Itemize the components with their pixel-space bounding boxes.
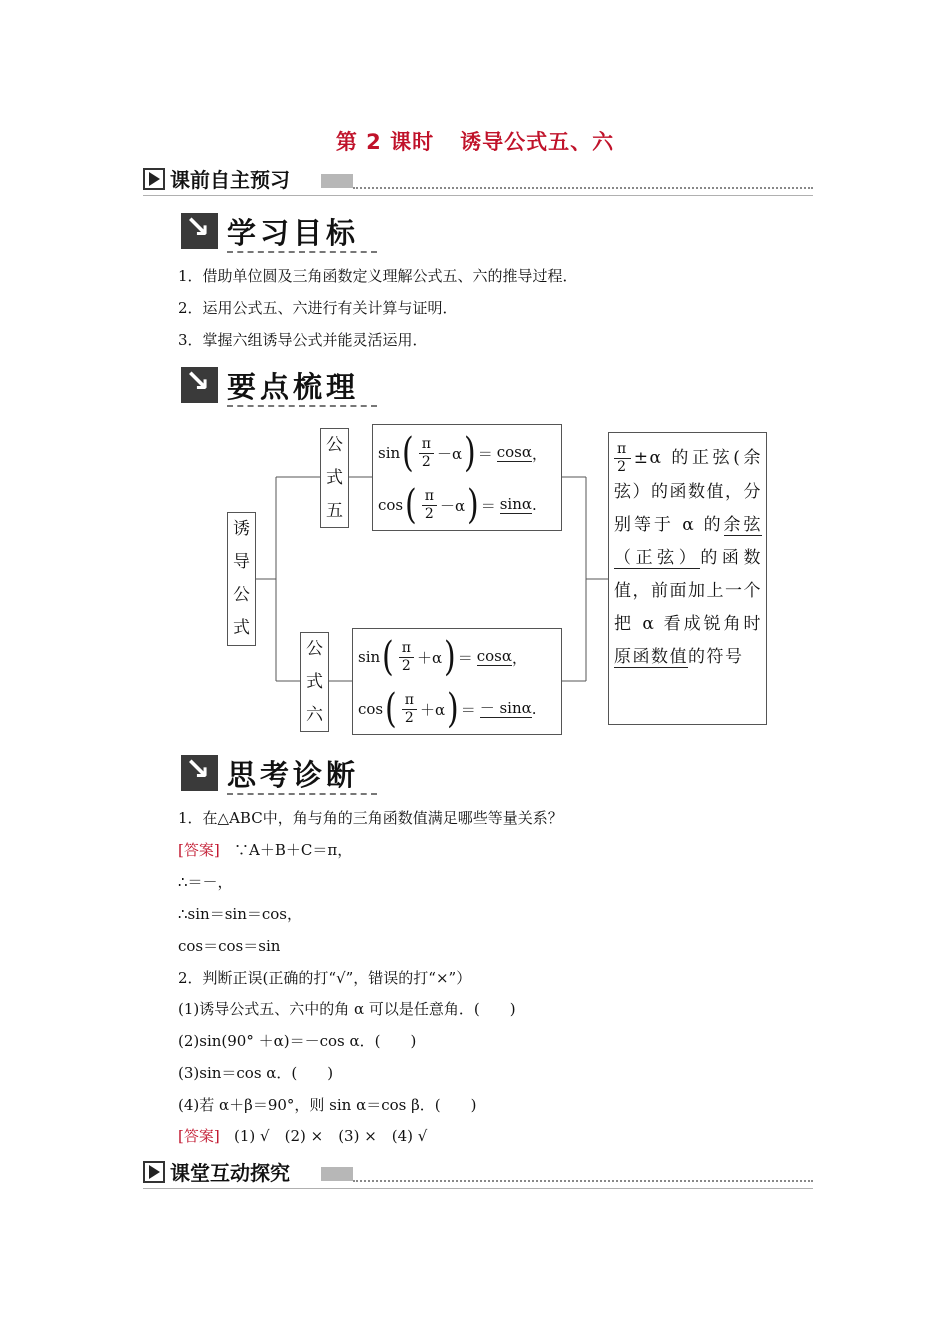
formula-row: sin ( $\frac{\pi}{2}$ －α ) ＝ cosα ， [378,430,548,476]
root-label: 诱 导 公 式 [227,512,256,646]
answer-tag: [答案] [178,841,220,859]
goal-item: 2．运用公式五、六进行有关计算与证明． [178,299,458,317]
judgement-item: (1)诱导公式五、六中的角 α 可以是任意角．( ) [178,1000,516,1018]
answer-blank: sinα [499,495,533,513]
subhead-thinking [181,755,381,793]
subhead-keypoints [181,367,381,405]
subhead-title: 学习目标 [227,216,360,250]
arrow-icon [181,755,218,791]
lesson-topic: 诱导公式五、六 [460,130,615,154]
formula-row: cos ( $\frac{\pi}{2}$ ＋α ) ＝ － sinα . [358,686,537,732]
answer-1-line: ∴＝－， [178,873,233,891]
answer-1-line: [答案] ∵A＋B＋C＝π， [178,841,353,859]
play-icon [143,168,165,190]
arrow-icon [181,367,218,403]
answer-blank: cosα [496,443,532,461]
section-bar-preview [143,165,813,195]
section-title: 课前自主预习 [170,168,290,192]
summary-note: $\frac{\pi}{2}$ ±α 的正弦(余弦）的函数值，分别等于 α 的余弦（正弦）的函数值，前面加上一个把 α 看成锐角时原函数值的符号 [608,432,767,725]
formula6-label: 公 式 六 [300,632,329,732]
formula5-box [372,424,562,531]
formula6-box [352,628,562,735]
lesson-number: 第 2 课时 [335,130,435,154]
judgement-item: (3)sin＝cos α．( ) [178,1064,334,1082]
arrow-icon [181,213,218,249]
answer-blank: 原函数值 [614,647,688,667]
judgement-item: (4)若 α＋β＝90°，则 sin α＝cos β．( ) [178,1096,477,1114]
answer-2-line: [答案] (1) √ (2) × (3) × (4) √ [178,1127,428,1145]
answer-tag: [答案] [178,1127,220,1145]
goal-item: 3．掌握六组诱导公式并能灵活运用． [178,331,428,349]
answer-blank: cosα [476,647,512,665]
answer-blank: 余弦 [723,515,763,535]
section-title: 课堂互动探究 [170,1161,290,1185]
formula5-label: 公 式 五 [320,428,349,528]
answer-blank: （正弦） [614,548,701,568]
subhead-goals [181,213,381,251]
formula-row: cos ( $\frac{\pi}{2}$ －α ) ＝ sinα . [378,482,537,528]
question-2: 2．判断正误(正确的打“√”，错误的打“×”） [178,969,472,987]
answer-blank: － sinα [479,699,532,717]
subhead-title: 要点梳理 [227,370,360,404]
question-1: 1．在△ABC中，角与角的三角函数值满足哪些等量关系？ [178,809,563,827]
goal-item: 1．借助单位圆及三角函数定义理解公式五、六的推导过程． [178,267,578,285]
answer-1-line: ∴sin＝sin＝cos， [178,905,302,923]
answer-1-line: cos＝cos＝sin [178,937,281,955]
judgement-item: (2)sin(90° ＋α)＝－cos α．( ) [178,1032,417,1050]
page-title [0,126,950,156]
subhead-title: 思考诊断 [227,758,360,792]
play-icon [143,1161,165,1183]
formula-row: sin ( $\frac{\pi}{2}$ ＋α ) ＝ cosα ， [358,634,528,680]
section-bar-classroom [143,1158,813,1188]
